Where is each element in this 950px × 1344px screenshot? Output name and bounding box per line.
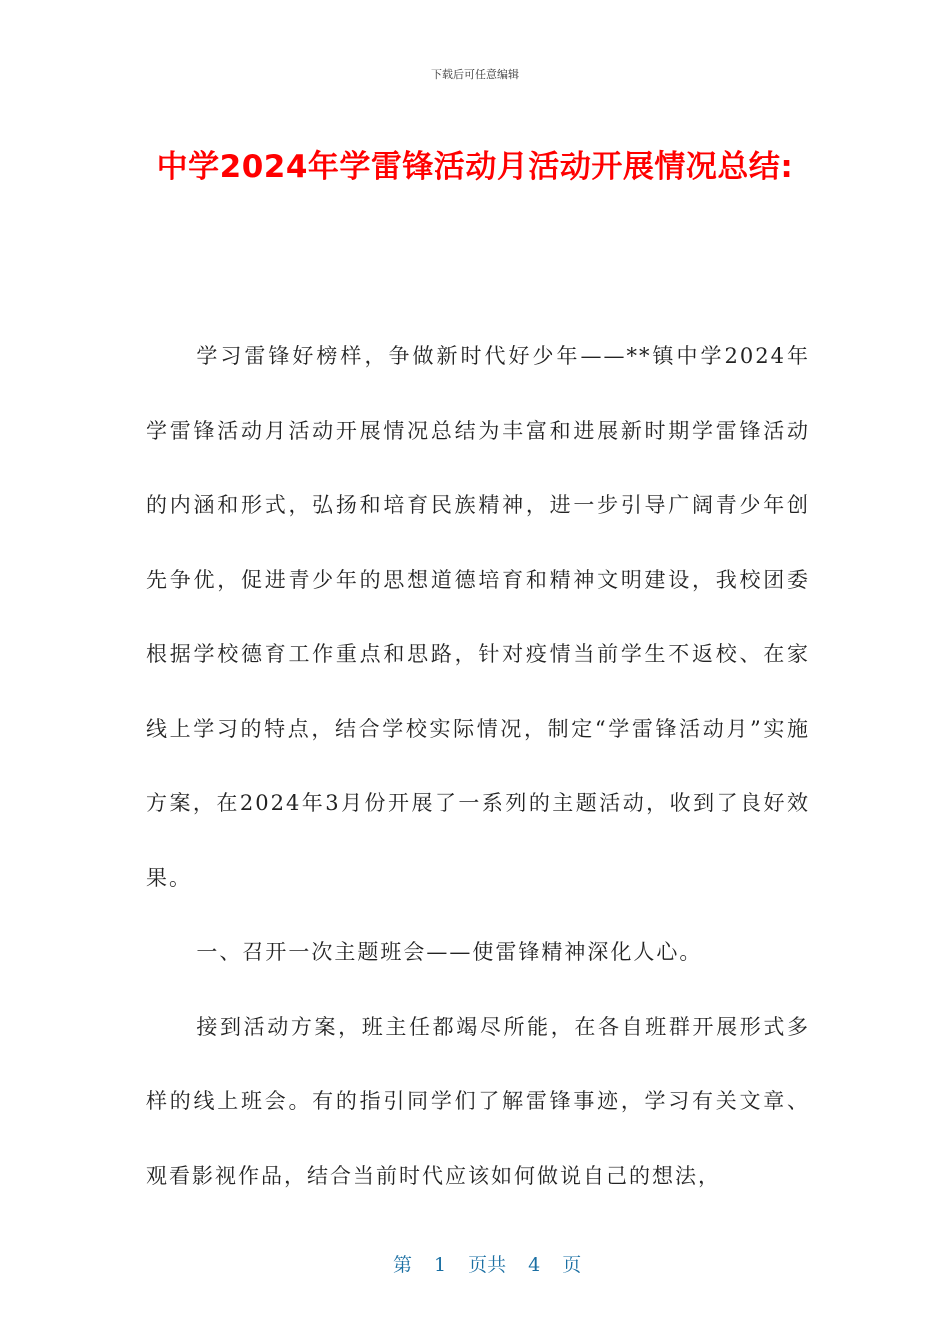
total-pages-number: 4 (528, 1254, 541, 1276)
paragraph-section-heading: 一、召开一次主题班会——使雷锋精神深化人心。 (196, 940, 703, 964)
document-title: 中学2024年学雷锋活动月活动开展情况总结: (156, 149, 794, 185)
page-label-prefix: 第 (392, 1254, 412, 1276)
current-page-number: 1 (433, 1254, 447, 1276)
page-label-suffix: 页 (562, 1254, 582, 1276)
header-note: 下载后可任意编辑 (431, 68, 519, 81)
page-label-middle: 页共 (468, 1254, 507, 1276)
paragraph-intro: 学习雷锋好榜样，争做新时代好少年——**镇中学2024年学雷锋活动月活动开展情况总结为丰富和进展新时期学雷锋活动的内涵和形式，弘扬和培育民族精神，进一步引导广阔青少年创先争优，促进青少年的思想道德培育和精神文明建设，我校团委根据学校德育工作重点和思路，针对疫情当前学生不返校、在家线上学习的特点，结合学校实际情况，制定“学雷锋活动月”实施方案，在2024年3月份开展了一系列的主题活动，收到了良好效果。 (146, 344, 810, 890)
page-footer (0, 1226, 950, 1304)
document-body (146, 319, 810, 1213)
paragraph-section-content: 接到活动方案，班主任都竭尽所能，在各自班群开展形式多样的线上班会。有的指引同学们了解雷锋事迹，学习有关文章、观看影视作品，结合当前时代应该如何做说自己的想法， (146, 1014, 810, 1188)
